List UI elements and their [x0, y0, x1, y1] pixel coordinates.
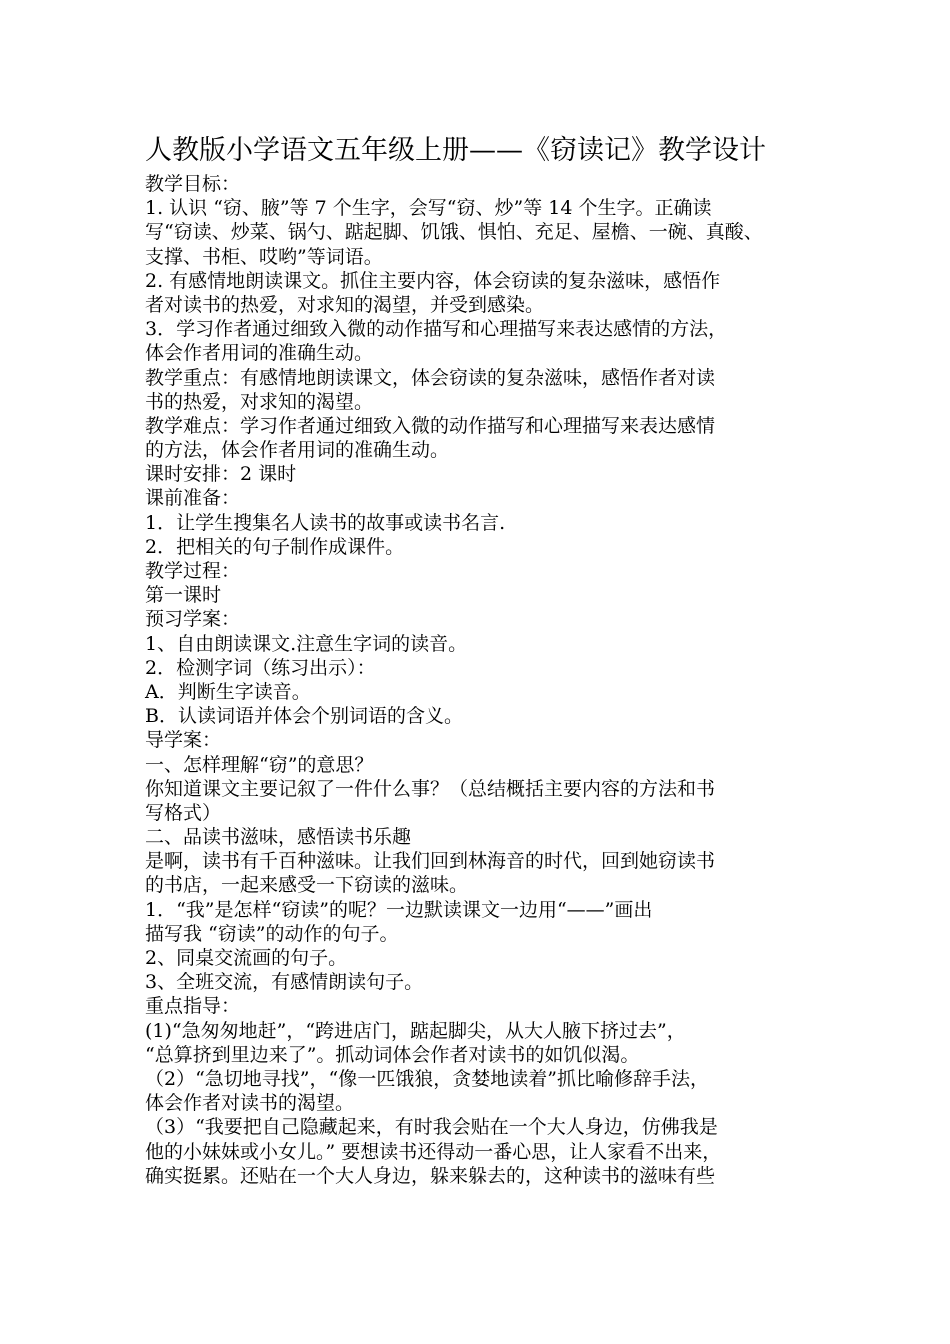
- text-line: 体会作者对读书的渴望。: [145, 1092, 355, 1115]
- text-line: 重点指导：: [145, 995, 241, 1018]
- text-line: 2. 有感情地朗读课文。抓住主要内容，体会窃读的复杂滋味，感悟作: [145, 269, 721, 292]
- text-line: 者对读书的热爱，对求知的渴望，并受到感染。: [145, 293, 545, 316]
- text-line: 确实挺累。还贴在一个大人身边，躲来躲去的，这种读书的滋味有些: [145, 1164, 716, 1187]
- text-line: 书的热爱，对求知的渴望。: [145, 390, 374, 413]
- text-line: 2、同桌交流画的句子。: [145, 947, 348, 969]
- text-line: 1．“我”是怎样“窃读”的呢？一边默读课文一边用“——”画出: [145, 898, 653, 921]
- text-line: 1．让学生搜集名人读书的故事或读书名言.: [145, 511, 506, 534]
- text-line: 是啊，读书有千百种滋味。让我们回到林海音的时代，回到她窃读书: [145, 850, 716, 873]
- text-line: 课前准备：: [145, 487, 241, 510]
- text-line: 一、怎样理解“窃”的意思？: [145, 753, 374, 776]
- text-line: 的方法，体会作者用词的准确生动。: [145, 439, 450, 462]
- text-line: 体会作者用词的准确生动。: [145, 342, 374, 365]
- text-line: 教学难点：学习作者通过细致入微的动作描写和心理描写来表达感情: [145, 414, 716, 437]
- text-line: 的书店，一起来感受一下窃读的滋味。: [145, 874, 469, 897]
- text-line: 支撑、书柜、哎哟”等词语。: [145, 245, 383, 268]
- text-line: 写格式）: [145, 801, 222, 824]
- text-line: B．认读词语并体会个别词语的含义。: [145, 705, 463, 728]
- text-line: 导学案：: [145, 729, 222, 752]
- document-title: 人教版小学语文五年级上册——《窃读记》教学设计: [145, 135, 766, 166]
- text-line: A．判断生字读音。: [145, 680, 311, 703]
- text-line: 他的小妹妹或小女儿。” 要想读书还得动一番心思，让人家看不出来，: [145, 1140, 722, 1163]
- text-line: 教学重点：有感情地朗读课文，体会窃读的复杂滋味，感悟作者对读: [145, 366, 716, 389]
- document-content: [145, 133, 825, 1188]
- text-line: 描写我 “窃读”的动作的句子。: [145, 922, 399, 945]
- text-line: 1、自由朗读课文.注意生字词的读音。: [145, 632, 468, 655]
- text-line: 2．把相关的句子制作成课件。: [145, 535, 405, 558]
- text-line: 2．检测字词（练习出示）：: [145, 656, 376, 679]
- text-line: 教学过程：: [145, 560, 241, 582]
- text-line: (1)“急匆匆地赶”，“跨进店门，踮起脚尖，从大人腋下挤过去”，: [145, 1019, 686, 1042]
- document-body: [145, 172, 825, 1188]
- text-line: 1. 认识 “窃、腋”等 7 个生字，会写“窃、炒”等 14 个生字。正确读: [145, 197, 712, 220]
- text-line: 3、全班交流，有感情朗读句子。: [145, 971, 424, 994]
- text-line: 课时安排：2 课时: [145, 463, 297, 486]
- text-line: “总算挤到里边来了”。抓动词体会作者对读书的如饥似渴。: [145, 1043, 640, 1066]
- text-line: （2）“急切地寻找”，“像一匹饿狼，贪婪地读着”抓比喻修辞手法，: [145, 1067, 709, 1090]
- text-line: 3．学习作者通过细致入微的动作描写和心理描写来表达感情的方法，: [145, 318, 728, 341]
- text-line: 二、品读书滋味，感悟读书乐趣: [145, 826, 412, 849]
- text-line: 第一课时: [145, 584, 222, 607]
- text-line: 写“窃读、炒菜、锅勺、踮起脚、饥饿、惧怕、充足、屋檐、一碗、真酸、: [145, 221, 763, 244]
- text-line: 教学目标：: [145, 173, 241, 195]
- text-line: 你知道课文主要记叙了一件什么事？（总结概括主要内容的方法和书: [145, 777, 716, 800]
- text-line: 预习学案：: [145, 608, 241, 631]
- text-line: （3）“我要把自己隐藏起来，有时我会贴在一个大人身边，仿佛我是: [145, 1116, 718, 1139]
